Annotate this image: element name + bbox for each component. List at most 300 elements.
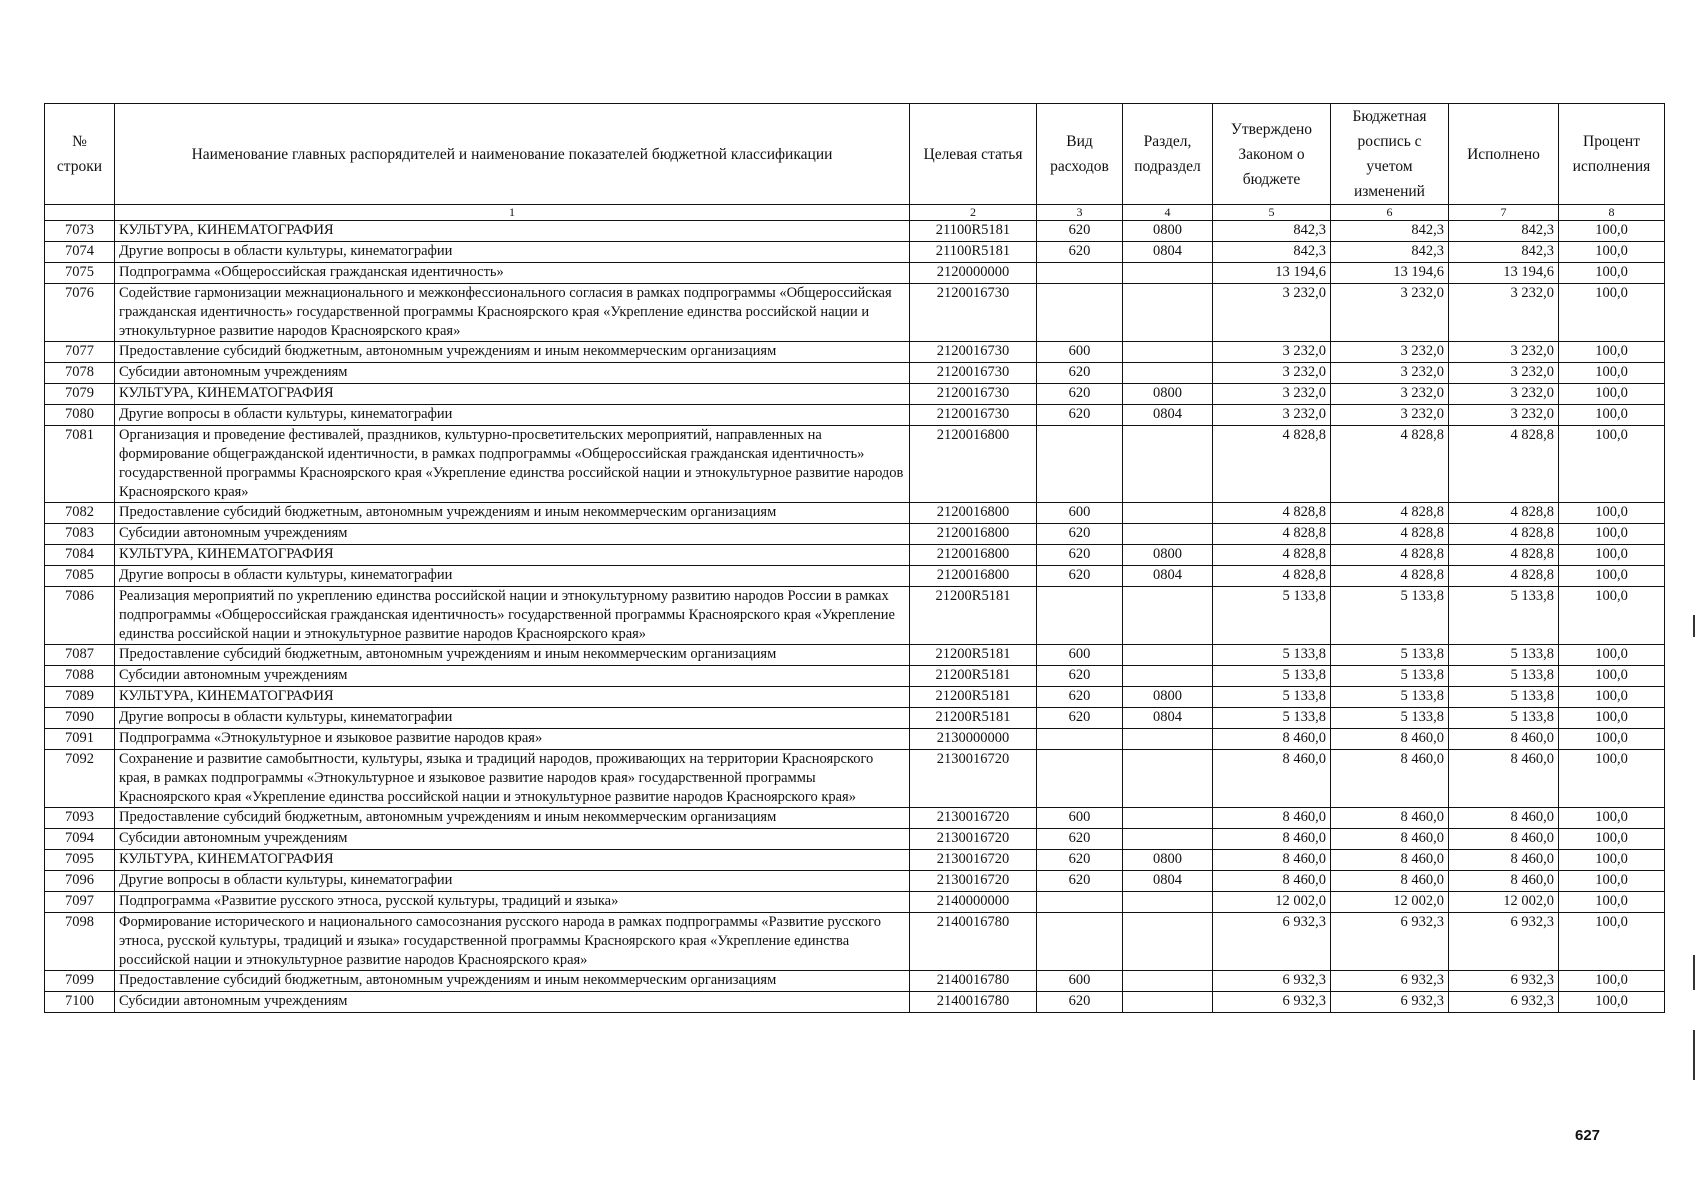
expense-kind: 600 — [1037, 971, 1123, 992]
target-article: 21200R5181 — [910, 666, 1037, 687]
expense-kind: 620 — [1037, 850, 1123, 871]
expense-kind: 620 — [1037, 545, 1123, 566]
expense-kind — [1037, 263, 1123, 284]
section-code — [1123, 892, 1213, 913]
approved-amount: 5 133,8 — [1213, 645, 1331, 666]
budget-table — [44, 103, 1665, 1013]
approved-amount: 8 460,0 — [1213, 808, 1331, 829]
row-name: КУЛЬТУРА, КИНЕМАТОГРАФИЯ — [115, 687, 910, 708]
budget-amount: 5 133,8 — [1331, 666, 1449, 687]
approved-amount: 13 194,6 — [1213, 263, 1331, 284]
column-number: 5 — [1213, 205, 1331, 221]
table-body — [45, 221, 1665, 1013]
percent-executed: 100,0 — [1559, 687, 1665, 708]
percent-executed: 100,0 — [1559, 384, 1665, 405]
row-name: Подпрограмма «Этнокультурное и языковое развитие народов края» — [115, 729, 910, 750]
approved-amount: 3 232,0 — [1213, 384, 1331, 405]
row-number: 7086 — [45, 587, 115, 645]
budget-amount: 842,3 — [1331, 221, 1449, 242]
header-row — [45, 104, 1665, 205]
header-percent: Процент исполнения — [1559, 104, 1665, 205]
executed-amount: 3 232,0 — [1449, 405, 1559, 426]
approved-amount: 3 232,0 — [1213, 284, 1331, 342]
target-article: 2120016800 — [910, 566, 1037, 587]
section-code — [1123, 363, 1213, 384]
executed-amount: 5 133,8 — [1449, 666, 1559, 687]
percent-executed: 100,0 — [1559, 545, 1665, 566]
section-code — [1123, 750, 1213, 808]
row-name: КУЛЬТУРА, КИНЕМАТОГРАФИЯ — [115, 221, 910, 242]
table-row — [45, 645, 1665, 666]
executed-amount: 6 932,3 — [1449, 913, 1559, 971]
target-article: 2130016720 — [910, 808, 1037, 829]
approved-amount: 842,3 — [1213, 242, 1331, 263]
percent-executed: 100,0 — [1559, 750, 1665, 808]
percent-executed: 100,0 — [1559, 850, 1665, 871]
approved-amount: 3 232,0 — [1213, 342, 1331, 363]
row-name: Реализация мероприятий по укреплению единства российской нации и этнокультурному развитию народов России в рамках подпрограммы «Общероссийская гражданская идентичность» государственной программы Красноярского края «Укрепление единства российской нации и этнокультурное развитие народов Красноярского края» — [115, 587, 910, 645]
table-row — [45, 263, 1665, 284]
budget-amount: 4 828,8 — [1331, 524, 1449, 545]
table-row — [45, 729, 1665, 750]
executed-amount: 5 133,8 — [1449, 587, 1559, 645]
table-row — [45, 871, 1665, 892]
percent-executed: 100,0 — [1559, 808, 1665, 829]
approved-amount: 8 460,0 — [1213, 729, 1331, 750]
row-number: 7091 — [45, 729, 115, 750]
expense-kind — [1037, 729, 1123, 750]
row-name: Организация и проведение фестивалей, праздников, культурно-просветительских мероприятий, направленных на формирование общегражданской идентичности, в рамках подпрограммы «Общероссийская гражданская идентичность» государственной программы Красноярского края «Укрепление единства российской нации и этнокультурное развитие народов Красноярского края» — [115, 426, 910, 503]
table-row — [45, 503, 1665, 524]
approved-amount: 4 828,8 — [1213, 566, 1331, 587]
row-number: 7075 — [45, 263, 115, 284]
table-row — [45, 524, 1665, 545]
row-name: Другие вопросы в области культуры, кинематографии — [115, 405, 910, 426]
approved-amount: 4 828,8 — [1213, 503, 1331, 524]
budget-amount: 3 232,0 — [1331, 284, 1449, 342]
target-article: 2120016800 — [910, 503, 1037, 524]
row-name: Другие вопросы в области культуры, кинематографии — [115, 708, 910, 729]
percent-executed: 100,0 — [1559, 426, 1665, 503]
section-code — [1123, 342, 1213, 363]
budget-amount: 842,3 — [1331, 242, 1449, 263]
row-number: 7079 — [45, 384, 115, 405]
section-code: 0800 — [1123, 384, 1213, 405]
row-name: Предоставление субсидий бюджетным, автономным учреждениям и иным некоммерческим организациям — [115, 808, 910, 829]
percent-executed: 100,0 — [1559, 871, 1665, 892]
target-article: 2120016800 — [910, 426, 1037, 503]
budget-amount: 12 002,0 — [1331, 892, 1449, 913]
table-row — [45, 342, 1665, 363]
table-row — [45, 284, 1665, 342]
header-section: Раздел, подраздел — [1123, 104, 1213, 205]
executed-amount: 4 828,8 — [1449, 524, 1559, 545]
budget-amount: 8 460,0 — [1331, 871, 1449, 892]
expense-kind: 620 — [1037, 363, 1123, 384]
expense-kind — [1037, 284, 1123, 342]
executed-amount: 8 460,0 — [1449, 729, 1559, 750]
row-name: Предоставление субсидий бюджетным, автономным учреждениям и иным некоммерческим организациям — [115, 971, 910, 992]
target-article: 2120016730 — [910, 342, 1037, 363]
target-article: 21200R5181 — [910, 687, 1037, 708]
row-number: 7096 — [45, 871, 115, 892]
executed-amount: 8 460,0 — [1449, 829, 1559, 850]
row-name: Другие вопросы в области культуры, кинематографии — [115, 871, 910, 892]
table-row — [45, 666, 1665, 687]
section-code — [1123, 729, 1213, 750]
table-row — [45, 426, 1665, 503]
executed-amount: 8 460,0 — [1449, 750, 1559, 808]
section-code: 0804 — [1123, 566, 1213, 587]
approved-amount: 4 828,8 — [1213, 524, 1331, 545]
section-code: 0804 — [1123, 708, 1213, 729]
row-number: 7088 — [45, 666, 115, 687]
percent-executed: 100,0 — [1559, 666, 1665, 687]
budget-amount: 4 828,8 — [1331, 503, 1449, 524]
executed-amount: 4 828,8 — [1449, 545, 1559, 566]
approved-amount: 5 133,8 — [1213, 587, 1331, 645]
expense-kind: 620 — [1037, 829, 1123, 850]
target-article: 2120016730 — [910, 405, 1037, 426]
percent-executed: 100,0 — [1559, 503, 1665, 524]
scan-edge-mark — [1693, 955, 1695, 990]
expense-kind: 620 — [1037, 992, 1123, 1013]
row-number: 7080 — [45, 405, 115, 426]
budget-amount: 8 460,0 — [1331, 850, 1449, 871]
budget-amount: 4 828,8 — [1331, 426, 1449, 503]
expense-kind: 600 — [1037, 808, 1123, 829]
executed-amount: 5 133,8 — [1449, 645, 1559, 666]
percent-executed: 100,0 — [1559, 363, 1665, 384]
percent-executed: 100,0 — [1559, 913, 1665, 971]
budget-amount: 6 932,3 — [1331, 971, 1449, 992]
executed-amount: 4 828,8 — [1449, 566, 1559, 587]
target-article: 2120016800 — [910, 524, 1037, 545]
percent-executed: 100,0 — [1559, 992, 1665, 1013]
expense-kind: 620 — [1037, 221, 1123, 242]
row-number: 7094 — [45, 829, 115, 850]
row-number: 7084 — [45, 545, 115, 566]
row-number: 7073 — [45, 221, 115, 242]
target-article: 2130016720 — [910, 871, 1037, 892]
percent-executed: 100,0 — [1559, 729, 1665, 750]
section-code — [1123, 426, 1213, 503]
row-name: Предоставление субсидий бюджетным, автономным учреждениям и иным некоммерческим организациям — [115, 503, 910, 524]
section-code — [1123, 503, 1213, 524]
approved-amount: 6 932,3 — [1213, 971, 1331, 992]
target-article: 2120016800 — [910, 545, 1037, 566]
expense-kind: 600 — [1037, 645, 1123, 666]
budget-amount: 5 133,8 — [1331, 687, 1449, 708]
table-row — [45, 992, 1665, 1013]
row-name: Подпрограмма «Общероссийская гражданская идентичность» — [115, 263, 910, 284]
target-article: 2130016720 — [910, 829, 1037, 850]
header-name: Наименование главных распорядителей и наименование показателей бюджетной классификации — [115, 104, 910, 205]
row-name: Предоставление субсидий бюджетным, автономным учреждениям и иным некоммерческим организациям — [115, 342, 910, 363]
table-row — [45, 405, 1665, 426]
expense-kind: 620 — [1037, 666, 1123, 687]
percent-executed: 100,0 — [1559, 708, 1665, 729]
percent-executed: 100,0 — [1559, 566, 1665, 587]
approved-amount: 5 133,8 — [1213, 666, 1331, 687]
executed-amount: 3 232,0 — [1449, 384, 1559, 405]
row-number: 7077 — [45, 342, 115, 363]
row-name: Субсидии автономным учреждениям — [115, 363, 910, 384]
table-row — [45, 850, 1665, 871]
executed-amount: 13 194,6 — [1449, 263, 1559, 284]
header-row-no: № строки — [45, 104, 115, 205]
expense-kind — [1037, 750, 1123, 808]
target-article: 2140016780 — [910, 971, 1037, 992]
row-number: 7099 — [45, 971, 115, 992]
scan-edge-mark — [1693, 1030, 1695, 1080]
approved-amount: 8 460,0 — [1213, 871, 1331, 892]
expense-kind: 620 — [1037, 871, 1123, 892]
approved-amount: 3 232,0 — [1213, 405, 1331, 426]
row-number: 7076 — [45, 284, 115, 342]
row-number: 7087 — [45, 645, 115, 666]
target-article: 2130016720 — [910, 750, 1037, 808]
row-number: 7082 — [45, 503, 115, 524]
expense-kind — [1037, 587, 1123, 645]
approved-amount: 5 133,8 — [1213, 687, 1331, 708]
executed-amount: 3 232,0 — [1449, 284, 1559, 342]
table-row — [45, 566, 1665, 587]
expense-kind — [1037, 426, 1123, 503]
approved-amount: 4 828,8 — [1213, 545, 1331, 566]
section-code — [1123, 645, 1213, 666]
section-code — [1123, 992, 1213, 1013]
budget-amount: 5 133,8 — [1331, 587, 1449, 645]
budget-sheet — [44, 103, 1664, 1013]
target-article: 2130016720 — [910, 850, 1037, 871]
row-name: Содействие гармонизации межнационального и межконфессионального согласия в рамках подпрограммы «Общероссийская гражданская идентичность» государственной программы Красноярского края «Укрепление единства российской нации и этнокультурное развитие народов Красноярского края» — [115, 284, 910, 342]
section-code: 0800 — [1123, 545, 1213, 566]
row-name: Субсидии автономным учреждениям — [115, 666, 910, 687]
table-row — [45, 363, 1665, 384]
row-number: 7097 — [45, 892, 115, 913]
row-name: КУЛЬТУРА, КИНЕМАТОГРАФИЯ — [115, 850, 910, 871]
expense-kind: 620 — [1037, 566, 1123, 587]
budget-amount: 8 460,0 — [1331, 808, 1449, 829]
approved-amount: 8 460,0 — [1213, 829, 1331, 850]
table-row — [45, 221, 1665, 242]
section-code — [1123, 913, 1213, 971]
table-row — [45, 708, 1665, 729]
expense-kind: 620 — [1037, 687, 1123, 708]
percent-executed: 100,0 — [1559, 829, 1665, 850]
approved-amount: 5 133,8 — [1213, 708, 1331, 729]
expense-kind — [1037, 892, 1123, 913]
table-row — [45, 971, 1665, 992]
executed-amount: 842,3 — [1449, 221, 1559, 242]
row-number: 7083 — [45, 524, 115, 545]
table-row — [45, 829, 1665, 850]
row-name: Другие вопросы в области культуры, кинематографии — [115, 566, 910, 587]
budget-amount: 8 460,0 — [1331, 750, 1449, 808]
budget-amount: 6 932,3 — [1331, 992, 1449, 1013]
column-number: 7 — [1449, 205, 1559, 221]
target-article: 2120000000 — [910, 263, 1037, 284]
row-name: Сохранение и развитие самобытности, культуры, языка и традиций народов, проживающих на территории Красноярского края, в рамках подпрограммы «Этнокультурное и языковое развитие народов края» государственной программы Красноярского края «Укрепление единства российской нации и этнокультурное развитие народов Красноярского края» — [115, 750, 910, 808]
row-number: 7092 — [45, 750, 115, 808]
budget-amount: 3 232,0 — [1331, 384, 1449, 405]
percent-executed: 100,0 — [1559, 645, 1665, 666]
column-number — [45, 205, 115, 221]
executed-amount: 8 460,0 — [1449, 808, 1559, 829]
section-code — [1123, 587, 1213, 645]
expense-kind: 620 — [1037, 524, 1123, 545]
executed-amount: 6 932,3 — [1449, 992, 1559, 1013]
target-article: 2120016730 — [910, 384, 1037, 405]
target-article: 21100R5181 — [910, 221, 1037, 242]
executed-amount: 6 932,3 — [1449, 971, 1559, 992]
target-article: 21100R5181 — [910, 242, 1037, 263]
percent-executed: 100,0 — [1559, 342, 1665, 363]
expense-kind: 620 — [1037, 405, 1123, 426]
percent-executed: 100,0 — [1559, 971, 1665, 992]
approved-amount: 3 232,0 — [1213, 363, 1331, 384]
budget-amount: 5 133,8 — [1331, 645, 1449, 666]
table-row — [45, 587, 1665, 645]
target-article: 21200R5181 — [910, 587, 1037, 645]
row-number: 7085 — [45, 566, 115, 587]
approved-amount: 12 002,0 — [1213, 892, 1331, 913]
column-numbers-row — [45, 205, 1665, 221]
percent-executed: 100,0 — [1559, 263, 1665, 284]
table-row — [45, 808, 1665, 829]
budget-amount: 13 194,6 — [1331, 263, 1449, 284]
scan-edge-mark — [1693, 615, 1695, 637]
row-name: Субсидии автономным учреждениям — [115, 829, 910, 850]
row-name: КУЛЬТУРА, КИНЕМАТОГРАФИЯ — [115, 545, 910, 566]
section-code: 0804 — [1123, 871, 1213, 892]
column-number: 1 — [115, 205, 910, 221]
percent-executed: 100,0 — [1559, 587, 1665, 645]
approved-amount: 6 932,3 — [1213, 992, 1331, 1013]
row-number: 7095 — [45, 850, 115, 871]
section-code: 0800 — [1123, 850, 1213, 871]
expense-kind: 620 — [1037, 242, 1123, 263]
budget-amount: 3 232,0 — [1331, 342, 1449, 363]
budget-amount: 4 828,8 — [1331, 566, 1449, 587]
row-name: Субсидии автономным учреждениям — [115, 524, 910, 545]
table-row — [45, 384, 1665, 405]
approved-amount: 4 828,8 — [1213, 426, 1331, 503]
executed-amount: 4 828,8 — [1449, 426, 1559, 503]
header-approved: Утверждено Законом о бюджете — [1213, 104, 1331, 205]
approved-amount: 6 932,3 — [1213, 913, 1331, 971]
section-code — [1123, 971, 1213, 992]
target-article: 2140000000 — [910, 892, 1037, 913]
table-row — [45, 687, 1665, 708]
row-name: Формирование исторического и национального самосознания русского народа в рамках подпрограммы «Развитие русского этноса, русской культуры, традиций и языка» государственной программы Красноярского края «Укрепление единства российской нации и этнокультурное развитие народов Красноярского края» — [115, 913, 910, 971]
expense-kind: 600 — [1037, 342, 1123, 363]
expense-kind: 620 — [1037, 384, 1123, 405]
section-code: 0804 — [1123, 242, 1213, 263]
budget-amount: 3 232,0 — [1331, 405, 1449, 426]
row-number: 7100 — [45, 992, 115, 1013]
table-row — [45, 892, 1665, 913]
row-number: 7089 — [45, 687, 115, 708]
target-article: 2120016730 — [910, 284, 1037, 342]
target-article: 2140016780 — [910, 913, 1037, 971]
target-article: 2130000000 — [910, 729, 1037, 750]
column-number: 3 — [1037, 205, 1123, 221]
executed-amount: 12 002,0 — [1449, 892, 1559, 913]
expense-kind: 620 — [1037, 708, 1123, 729]
budget-amount: 8 460,0 — [1331, 729, 1449, 750]
executed-amount: 3 232,0 — [1449, 363, 1559, 384]
row-name: Предоставление субсидий бюджетным, автономным учреждениям и иным некоммерческим организациям — [115, 645, 910, 666]
row-name: КУЛЬТУРА, КИНЕМАТОГРАФИЯ — [115, 384, 910, 405]
target-article: 21200R5181 — [910, 645, 1037, 666]
expense-kind: 600 — [1037, 503, 1123, 524]
header-budget-schedule: Бюджетная роспись с учетом изменений — [1331, 104, 1449, 205]
column-number: 2 — [910, 205, 1037, 221]
row-number: 7090 — [45, 708, 115, 729]
row-number: 7074 — [45, 242, 115, 263]
table-row — [45, 913, 1665, 971]
budget-amount: 5 133,8 — [1331, 708, 1449, 729]
percent-executed: 100,0 — [1559, 284, 1665, 342]
percent-executed: 100,0 — [1559, 242, 1665, 263]
executed-amount: 5 133,8 — [1449, 687, 1559, 708]
target-article: 2120016730 — [910, 363, 1037, 384]
page-number: 627 — [1575, 1127, 1601, 1144]
section-code: 0800 — [1123, 687, 1213, 708]
section-code: 0800 — [1123, 221, 1213, 242]
table-row — [45, 545, 1665, 566]
percent-executed: 100,0 — [1559, 892, 1665, 913]
table-row — [45, 242, 1665, 263]
budget-amount: 3 232,0 — [1331, 363, 1449, 384]
column-number: 6 — [1331, 205, 1449, 221]
header-target-article: Целевая статья — [910, 104, 1037, 205]
budget-amount: 4 828,8 — [1331, 545, 1449, 566]
section-code: 0804 — [1123, 405, 1213, 426]
section-code — [1123, 666, 1213, 687]
header-expense-kind: Вид расходов — [1037, 104, 1123, 205]
table-row — [45, 750, 1665, 808]
percent-executed: 100,0 — [1559, 405, 1665, 426]
budget-amount: 6 932,3 — [1331, 913, 1449, 971]
executed-amount: 8 460,0 — [1449, 850, 1559, 871]
budget-amount: 8 460,0 — [1331, 829, 1449, 850]
section-code — [1123, 829, 1213, 850]
column-number: 8 — [1559, 205, 1665, 221]
executed-amount: 8 460,0 — [1449, 871, 1559, 892]
approved-amount: 8 460,0 — [1213, 750, 1331, 808]
header-executed: Исполнено — [1449, 104, 1559, 205]
row-number: 7098 — [45, 913, 115, 971]
executed-amount: 842,3 — [1449, 242, 1559, 263]
executed-amount: 5 133,8 — [1449, 708, 1559, 729]
column-number: 4 — [1123, 205, 1213, 221]
row-number: 7081 — [45, 426, 115, 503]
approved-amount: 8 460,0 — [1213, 850, 1331, 871]
percent-executed: 100,0 — [1559, 221, 1665, 242]
row-name: Другие вопросы в области культуры, кинематографии — [115, 242, 910, 263]
approved-amount: 842,3 — [1213, 221, 1331, 242]
section-code — [1123, 284, 1213, 342]
row-number: 7093 — [45, 808, 115, 829]
row-number: 7078 — [45, 363, 115, 384]
expense-kind — [1037, 913, 1123, 971]
row-name: Субсидии автономным учреждениям — [115, 992, 910, 1013]
section-code — [1123, 263, 1213, 284]
executed-amount: 4 828,8 — [1449, 503, 1559, 524]
